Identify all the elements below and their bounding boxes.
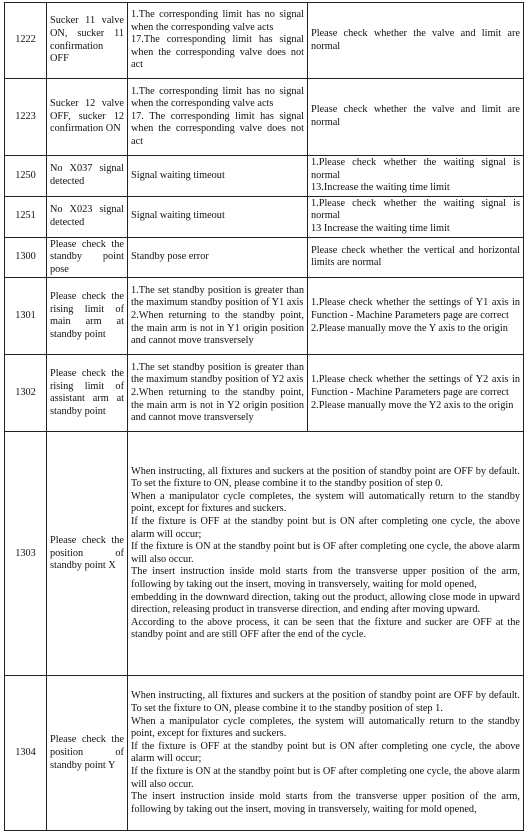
alarm-name: Sucker 11 valve ON, sucker 11 confirmation OFF	[47, 3, 128, 79]
alarm-solution	[308, 278, 524, 355]
table-row	[5, 156, 524, 197]
solution-line: Please check whether the vertical and horizontal limits are normal	[311, 244, 520, 269]
alarm-name: Sucker 12 valve OFF, sucker 12 confirmation ON	[47, 79, 128, 156]
alarm-solution	[308, 355, 524, 432]
solution-line: 1.Please check whether the settings of Y1 axis in Function - Machine Parameters page are correct	[311, 297, 520, 322]
cause-line: 1.The set standby position is greater than the maximum standby position of Y1 axis	[131, 284, 304, 309]
description-line: If the fixture is ON at the standby point but is OF after completing one cycle, the above alarm will also occur.	[131, 765, 520, 790]
alarm-name: No X037 signal detected	[47, 156, 128, 197]
alarm-cause	[128, 3, 308, 79]
alarm-code: 1303	[5, 432, 47, 676]
alarm-code: 1251	[5, 196, 47, 237]
description-line: embedding in the downward direction, taking out the product, allowing close mode in upward direction, releasing product in transverse direction, and ending after moving upward.	[131, 591, 520, 616]
solution-line: 1.Please check whether the waiting signal is normal	[311, 197, 520, 222]
cause-line: 1.The corresponding limit has no signal when the corresponding valve acts	[131, 9, 304, 33]
alarm-code: 1301	[5, 278, 47, 355]
alarm-name: Please check the position of standby point Y	[47, 676, 128, 831]
alarm-code: 1302	[5, 355, 47, 432]
solution-line: 13 Increase the waiting time limit	[311, 222, 450, 234]
alarm-name: Please check the position of standby point X	[47, 432, 128, 676]
table-row	[5, 676, 524, 831]
table-row	[5, 79, 524, 156]
alarm-cause	[128, 355, 308, 432]
cause-line: 2.When returning to the standby point, the main arm is not in Y1 origin position and cannot move transversely	[131, 310, 304, 347]
alarm-solution	[308, 79, 524, 156]
document-page	[4, 2, 524, 831]
alarm-code: 1250	[5, 156, 47, 197]
alarm-solution	[308, 3, 524, 79]
description-line: The insert instruction inside mold starts from the transverse upper position of the arm, following by taking out the insert, moving in transversely, waiting for mold opened,	[131, 791, 520, 815]
table-row	[5, 196, 524, 237]
alarm-cause	[128, 196, 308, 237]
description-line: When a manipulator cycle completes, the system will automatically return to the standby point, except for fixtures and suckers.	[131, 490, 520, 515]
description-line: If the fixture is OFF at the standby point but is ON after completing one cycle, the above alarm will occur;	[131, 516, 520, 540]
table-row	[5, 3, 524, 79]
cause-line: 17.The corresponding limit has signal when the corresponding valve does not act	[131, 34, 304, 71]
solution-line: 1.Please check whether the settings of Y2 axis in Function - Machine Parameters page are correct	[311, 374, 520, 399]
description-line: When instructing, all fixtures and suckers at the position of standby point are OFF by default. To set the fixture to ON, please combine it to the standby position of step 0.	[131, 465, 520, 490]
solution-line: Please check whether the valve and limit are normal	[311, 27, 520, 52]
solution-line: 1.Please check whether the waiting signal is normal	[311, 157, 520, 181]
alarm-cause	[128, 237, 308, 278]
alarm-solution	[308, 196, 524, 237]
alarm-name: Please check the rising limit of main arm at standby point	[47, 278, 128, 355]
cause-line: Signal waiting timeout	[131, 210, 225, 222]
solution-line: Please check whether the valve and limit are normal	[311, 104, 520, 128]
alarm-solution	[308, 156, 524, 197]
alarm-cause	[128, 278, 308, 355]
description-line: If the fixture is OFF at the standby point but is ON after completing one cycle, the above alarm will occur;	[131, 740, 520, 765]
alarm-code: 1304	[5, 676, 47, 831]
table-row	[5, 432, 524, 676]
cause-line: 17. The corresponding limit has signal when the corresponding valve does not act	[131, 110, 304, 147]
description-line: When a manipulator cycle completes, the system will automatically return to the standby point, except for fixtures and suckers.	[131, 715, 520, 740]
alarm-description	[128, 432, 524, 676]
alarm-cause	[128, 79, 308, 156]
alarm-code: 1300	[5, 237, 47, 278]
alarm-description	[128, 676, 524, 831]
table-row	[5, 278, 524, 355]
solution-line: 2.Please manually move the Y2 axis to the origin	[311, 399, 514, 411]
cause-line: Standby pose error	[131, 251, 209, 263]
table-row	[5, 355, 524, 432]
alarm-code: 1223	[5, 79, 47, 156]
alarm-name: Please check the standby point pose	[47, 237, 128, 278]
cause-line: 2.When returning to the standby point, the main arm is not in Y2 origin position and cannot move transversely	[131, 387, 304, 424]
alarm-name: No X023 signal detected	[47, 196, 128, 237]
alarm-name: Please check the rising limit of assistant arm at standby point	[47, 355, 128, 432]
description-line: According to the above process, it can be seen that the fixture and sucker are OFF at the standby point and are still OFF after the end of the cycle.	[131, 616, 520, 641]
alarm-cause	[128, 156, 308, 197]
alarm-solution	[308, 237, 524, 278]
description-line: When instructing, all fixtures and suckers at the position of standby point are OFF by default. To set the fixture to ON, please combine it to the standby position of step 1.	[131, 690, 520, 714]
description-line: The insert instruction inside mold starts from the transverse upper position of the arm, following by taking out the insert, moving in transversely, waiting for mold opened,	[131, 566, 520, 591]
cause-line: 1.The set standby position is greater than the maximum standby position of Y2 axis	[131, 361, 304, 386]
cause-line: 1.The corresponding limit has no signal when the corresponding valve acts	[131, 85, 304, 110]
solution-line: 13.Increase the waiting time limit	[311, 182, 450, 194]
solution-line: 2.Please manually move the Y axis to the origin	[311, 322, 508, 334]
alarm-code: 1222	[5, 3, 47, 79]
description-line: If the fixture is ON at the standby point but is OF after completing one cycle, the above alarm will also occur.	[131, 541, 520, 565]
alarm-code-table	[4, 2, 524, 831]
table-row	[5, 237, 524, 278]
cause-line: Signal waiting timeout	[131, 169, 225, 181]
